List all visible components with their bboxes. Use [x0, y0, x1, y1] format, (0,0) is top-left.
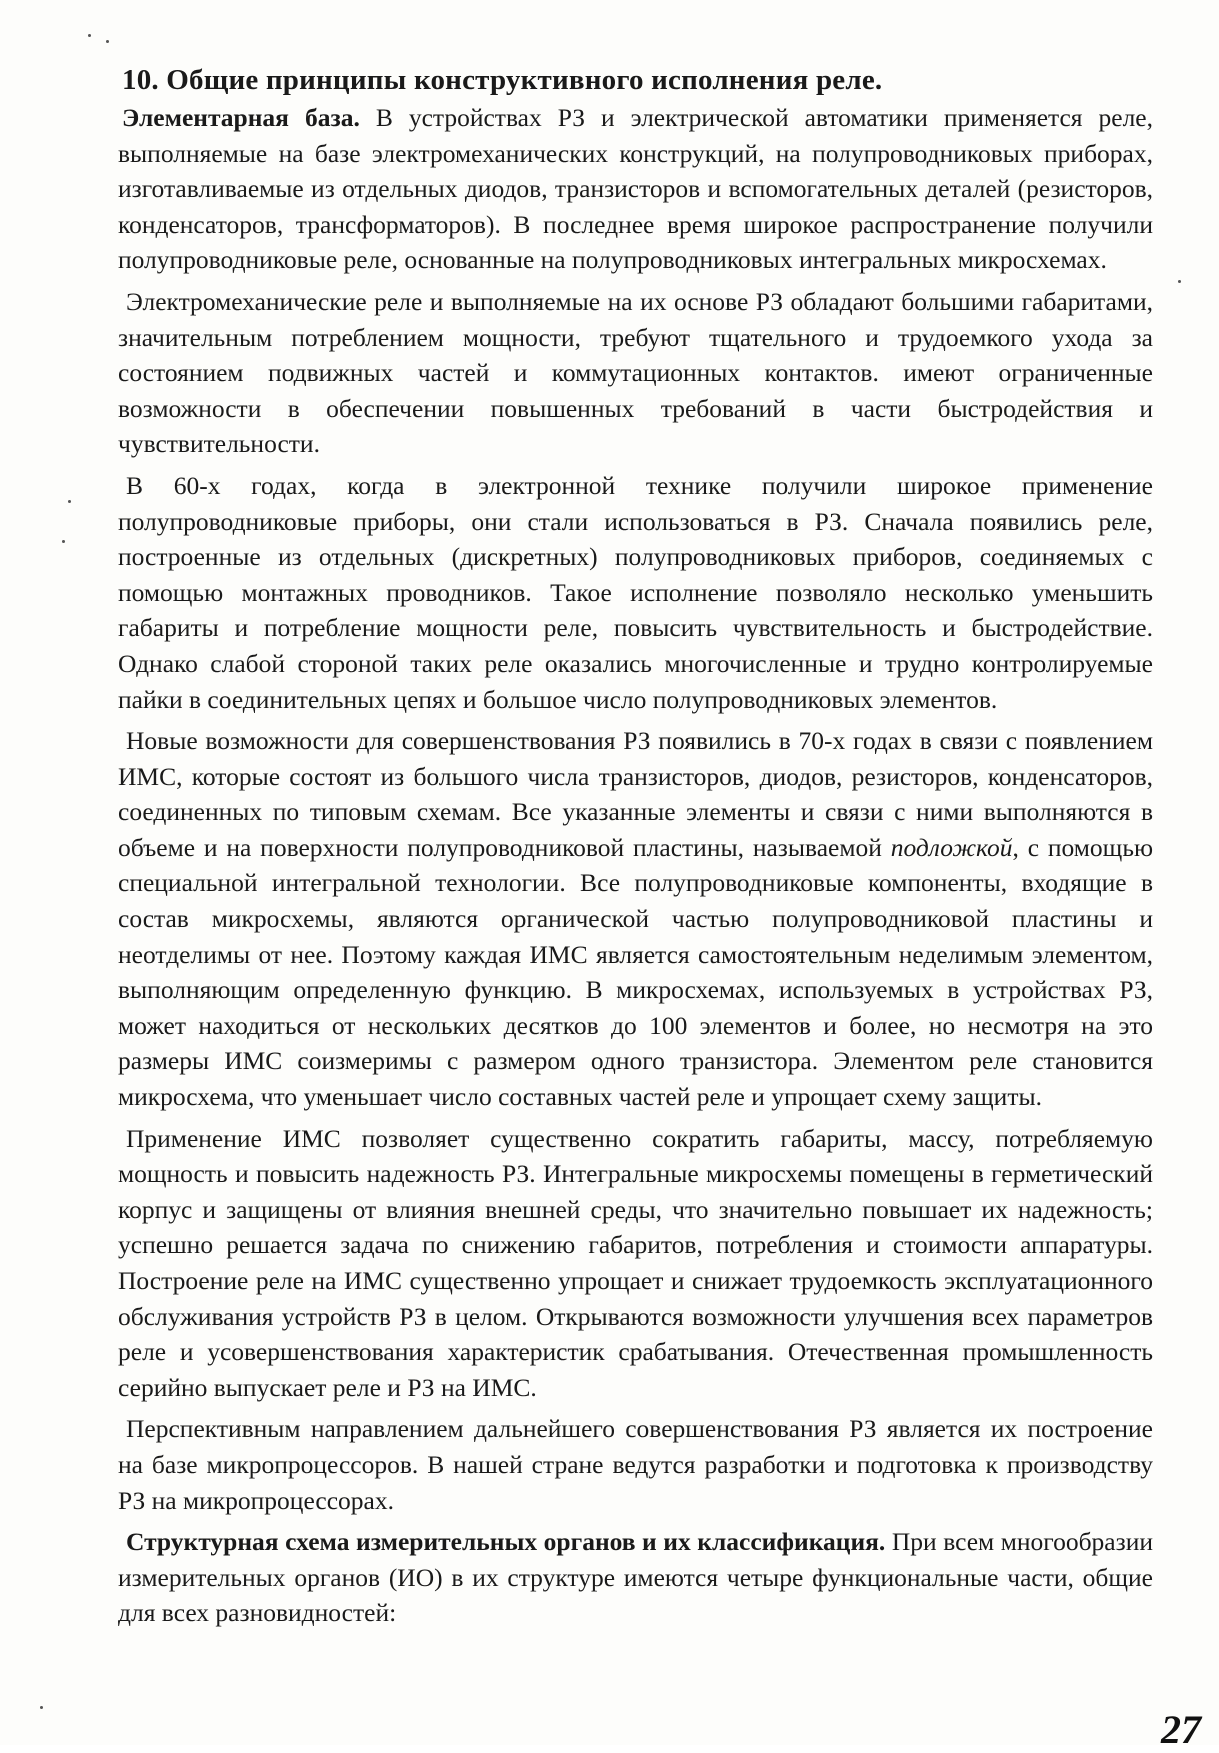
scan-speck [62, 540, 65, 543]
scan-speck [68, 500, 71, 503]
scan-speck [88, 34, 91, 37]
paragraph-lead: Структурная схема измерительных органов и их классификация. [126, 1527, 886, 1557]
paragraph [118, 468, 1153, 717]
paragraph-text: Применение ИМС позволяет существенно сократить габариты, массу, потребляемую мощность и повысить надежность РЗ. Интегральные микросхемы помещены в герметический корпус и защищены от влияния внешней среды, что значительно повышает их надежность; успешно решается задача по снижению габаритов, потребления и стоимости аппаратуры. Построение реле на ИМС существенно упрощает и снижает трудоемкость эксплуатационного обслуживания устройств РЗ в целом. Открываются возможности улучшения всех параметров реле и усовершенствования характеристик срабатывания. Отечественная промышленность серийно выпускает реле и РЗ на ИМС. [118, 1123, 1153, 1402]
paragraph-text: , с помощью специальной интегральной технологии. Все полупроводниковые компоненты, входящие в состав микросхемы, являются органической частью полупроводниковой пластины и неотделимы от нее. Поэтому каждая ИМС является самостоятельным неделимым элементом, выполняющим определенную функцию. В микросхемах, используемых в устройствах РЗ, может находиться от нескольких десятков до 100 элементов и более, но несмотря на это размеры ИМС соизмеримы с размером одного транзистора. Элементом реле становится микросхема, что уменьшает число составных частей реле и упрощает схему защиты. [118, 832, 1153, 1112]
italic-term: подложкой [890, 832, 1013, 862]
paragraph-lead: Элементарная база. [122, 103, 360, 132]
page-number: 27 [1161, 1707, 1201, 1752]
paragraph-text: В устройствах РЗ и электрической автоматики применяется реле, выполняемые на базе электромеханических конструкций, на полупроводниковых приборах, изготавливаемые из отдельных диодов, транзисторов и вспомогательных деталей (резисторов, конденсаторов, трансформаторов). В последнее время широкое распространение получили полупроводниковые реле, основанные на полупроводниковых интегральных микросхемах. [118, 103, 1153, 275]
scan-speck [40, 1706, 43, 1709]
paragraph-text: В 60-х годах, когда в электронной технике получили широкое применение полупроводниковые приборы, они стали использоваться в РЗ. Сначала появились реле, построенные из отдельных (дискретных) полупроводниковых приборов, соединяемых с помощью монтажных проводников. Такое исполнение позволяло несколько уменьшить габариты и потребление мощности реле, повысить чувствительность и быстродействие. Однако слабой стороной таких реле оказались многочисленные и трудно контролируемые пайки в соединительных цепях и большое число полупроводниковых элементов. [118, 470, 1153, 714]
paragraph [118, 284, 1153, 462]
paragraph-text: Электромеханические реле и выполняемые на их основе РЗ обладают большими габаритами, значительным потреблением мощности, требуют тщательного и трудоемкого ухода за состоянием подвижных частей и коммутационных контактов. имеют ограниченные возможности в обеспечении повышенных требований в части быстродействия и чувствительности. [118, 286, 1153, 459]
paragraph [118, 723, 1153, 1115]
paragraph [118, 1121, 1153, 1406]
paragraph-text: Новые возможности для совершенствования РЗ появились в 70-х годах в связи с появлением ИМС, которые состоят из большого числа транзисторов, диодов, резисторов, конденсаторов, соединенных по типовым схемам. Все указанные элементы и связи с ними выполняются в объеме и на поверхности полупроводниковой пластины, называемой [118, 726, 1153, 862]
section-heading: 10. Общие принципы конструктивного исполнения реле. [122, 64, 883, 96]
paragraph [118, 1411, 1153, 1518]
paragraph [118, 1524, 1153, 1631]
scan-speck [1178, 280, 1181, 283]
paragraph [118, 100, 1153, 278]
scan-speck [106, 40, 109, 43]
paragraph-text: Перспективным направлением дальнейшего совершенствования РЗ является их построение на базе микропроцессоров. В нашей стране ведутся разработки и подготовка к производству РЗ на микропроцессорах. [118, 1414, 1153, 1515]
document-body [118, 62, 1153, 1637]
paragraph-text: При всем многообразии измерительных органов (ИО) в их структуре имеются четыре функциональные части, общие для всех разновидностей: [118, 1527, 1153, 1628]
